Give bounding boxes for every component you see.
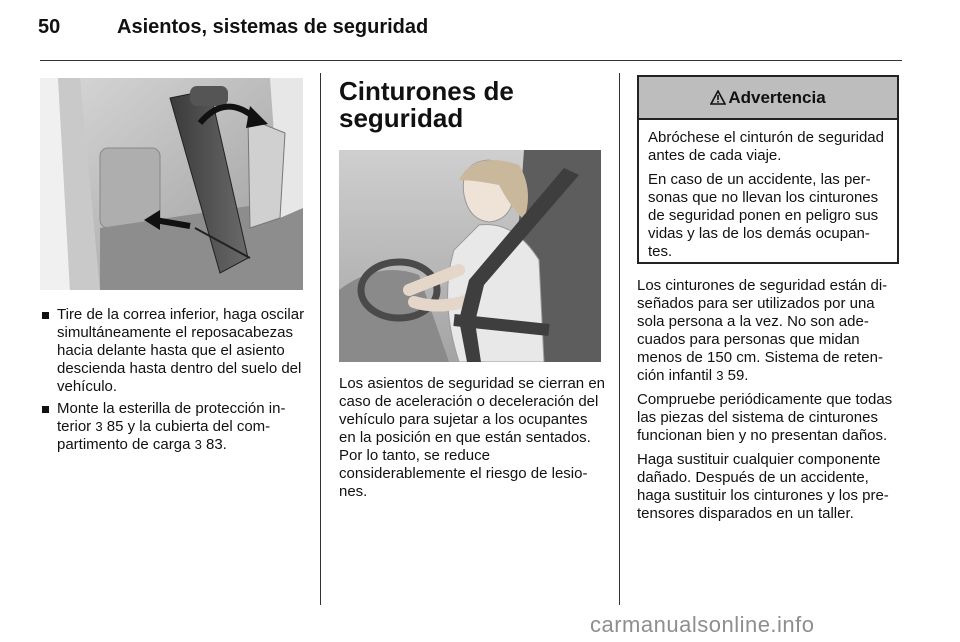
page-reference: 85 bbox=[102, 418, 124, 435]
bullet-text: Tire de la correa inferior, haga oscilar simultáneamente el reposacabezas hacia delante hasta que el asiento descienda hasta dentro del suelo del vehículo. bbox=[57, 306, 305, 395]
watermark: carmanualsonline.info bbox=[590, 612, 815, 637]
warning-triangle-icon bbox=[710, 90, 726, 105]
page-header-title: Asientos, sistemas de seguridad bbox=[117, 16, 429, 38]
warning-header bbox=[639, 77, 897, 120]
seatbelt-driver-photo bbox=[339, 150, 601, 362]
rear-seat-folding-photo bbox=[40, 78, 303, 290]
bullet-text: Monte la esterilla de protección interior bbox=[57, 400, 286, 435]
warning-box bbox=[637, 75, 899, 264]
warning-body bbox=[639, 120, 897, 261]
paragraph-text: Los cinturones de seguridad están diseñados para ser utilizados por una sola persona a la vez. No son adecuados para personas que midan menos de 150 cm. Sistema de retención infantil bbox=[637, 277, 888, 384]
section-title: Cinturones de seguridad bbox=[339, 76, 514, 133]
instruction-list bbox=[40, 306, 308, 458]
page-reference: 83. bbox=[201, 436, 227, 453]
page-reference: 59. bbox=[723, 367, 749, 384]
warning-paragraph: En caso de un accidente, las personas que no llevan los cinturones de seguridad ponen en peligro sus vidas y las de los demás ocupantes. bbox=[648, 171, 879, 260]
column-divider-left bbox=[320, 73, 321, 605]
list-item bbox=[40, 306, 308, 396]
page-number: 50 bbox=[38, 16, 61, 38]
body-paragraph: Haga sustituir cualquier componente dañado. Después de un accidente, haga sustituir los cinturones y los pretensores disparados en un taller. bbox=[637, 451, 889, 522]
column-divider-right bbox=[619, 73, 620, 605]
warning-paragraph: Abróchese el cinturón de seguridad antes de cada viaje. bbox=[648, 129, 884, 164]
page-reference-arrow-icon: 3 bbox=[194, 437, 202, 452]
page-reference-arrow-icon: 3 bbox=[95, 419, 103, 434]
header-divider bbox=[40, 60, 902, 61]
bullet-text: y la cubierta del compartimento de carga bbox=[57, 418, 271, 453]
warning-title: Advertencia bbox=[728, 87, 826, 107]
page-reference-arrow-icon: 3 bbox=[716, 368, 724, 383]
right-column-text bbox=[637, 277, 901, 529]
body-paragraph: Compruebe periódicamente que todas las piezas del sistema de cinturones funcionan bien y no presentan daños. bbox=[637, 391, 893, 444]
seatbelt-description: Los asientos de seguridad se cierran en caso de aceleración o deceleración del vehículo para sujetar a los ocupantes en la posición en que están sentados. Por lo tanto, se reduce considerablemente el riesgo de lesiones. bbox=[339, 375, 606, 500]
body-paragraph bbox=[637, 277, 901, 385]
list-item bbox=[40, 400, 308, 454]
